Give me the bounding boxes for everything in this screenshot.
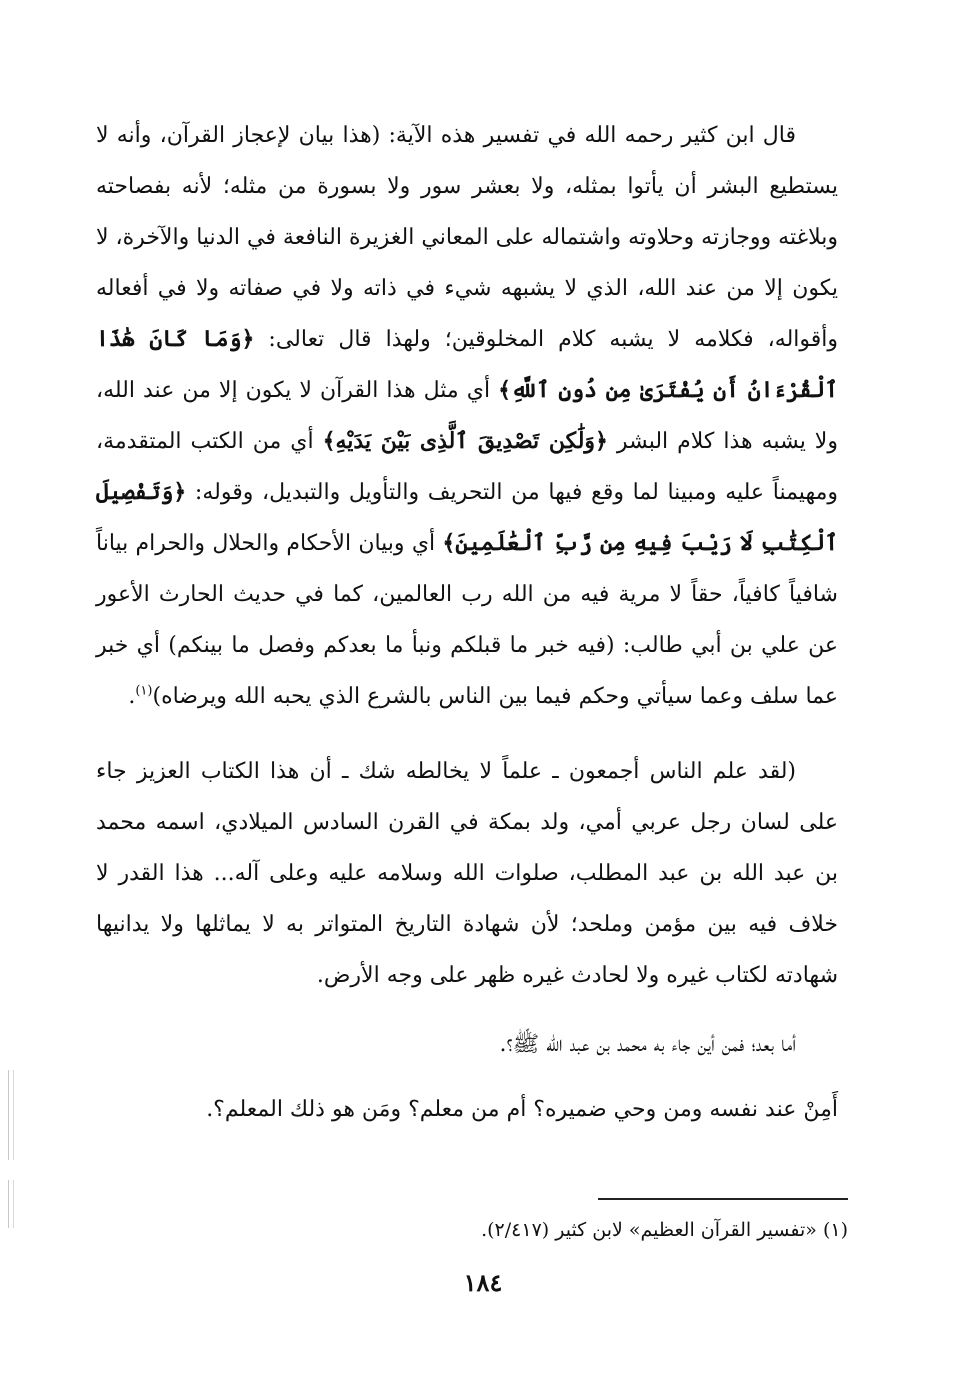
text-segment: .: [128, 684, 136, 709]
paragraph-question-1: أما بعد؛ فمن أين جاء به محمد بن عبد الله ﷺ؟.: [499, 1032, 796, 1057]
scan-edge-mark: [8, 1070, 14, 1160]
main-text: [96, 110, 838, 1135]
footnote-text: «تفسير القرآن العظيم» لابن كثير (٢/٤١٧).: [481, 1219, 817, 1241]
quran-verse-2: ﴿وَلَٰكِن تَصْدِيقَ ٱلَّذِى بَيْنَ يَدَيْهِ﴾: [322, 428, 608, 454]
text-segment: قال ابن كثير رحمه الله في تفسير هذه الآية: (هذا بيان لإعجاز القرآن، وأنه لا يستطيع البشر أن يأتوا بمثله، ولا بعشر سور ولا بسورة من مثله؛ لأنه بفصاحته وبلاغته ووجازته وحلاوته واشتماله على المعاني الغزيرة النافعة في الدنيا والآخرة، لا يكون إلا من عند الله، الذي لا يشبهه شيء في ذاته ولا في صفاته ولا في أفعاله وأقواله، فكلامه لا يشبه كلام المخلوقين؛ ولهذا قال تعالى:: [96, 123, 839, 352]
text-segment: أي من الكتب المتقدمة، ومهيمناً عليه ومبينا لما وقع فيها من التحريف والتأويل والتبديل، وقوله:: [96, 429, 838, 505]
footnote-number: (١): [822, 1219, 848, 1241]
page-number: ١٨٤: [463, 1268, 503, 1297]
text-segment: أي مثل هذا القرآن لا يكون إلا من عند الله، ولا يشبه هذا كلام البشر: [96, 378, 838, 454]
scan-edge-mark: [8, 1180, 14, 1228]
text-segment: أي وبيان الأحكام والحلال والحرام بياناً شافياً كافياً، حقاً لا مرية فيه من الله رب العالمين، كما في حديث الحارث الأعور عن علي بن أبي طالب: (فيه خبر ما قبلكم ونبأ ما بعدكم وفصل ما بينكم) أي خبر عما سلف وعما سيأتي وحكم فيما بين الناس بالشرع الذي يحبه الله ويرضاه): [96, 531, 838, 709]
quran-verse-1: ﴿وَمَا كَانَ هَٰذَا ٱلْقُرْءَانُ أَن يُفْتَرَىٰ مِن دُونِ ٱللَّهِ﴾: [96, 326, 838, 403]
paragraph-history-testimony: (لقد علم الناس أجمعون ـ علماً لا يخالطه شك ـ أن هذا الكتاب العزيز جاء على لسان رجل عربي أمي، ولد بمكة في القرن السادس الميلادي، اسمه محمد بن عبد الله بن عبد المطلب، صلوات الله وسلامه عليه وعلى آله... هذا القدر لا خلاف فيه بين مؤمن وملحد؛ لأن شهادة التاريخ المتواتر به لا يماثلها ولا يدانيها شهادته لكتاب غيره ولا لحادث غيره ظهر على وجه الأرض.: [96, 759, 838, 988]
paragraph-ibn-kathir-quote: [96, 110, 838, 722]
quran-verse-3: ﴿وَتَفْصِيلَ ٱلْكِتَٰبِ لَا رَيْبَ فِيهِ مِن رَّبِّ ٱلْعَٰلَمِينَ﴾: [96, 479, 838, 556]
footnote-reference[interactable]: (١): [135, 683, 153, 699]
footnote-divider: [598, 1198, 848, 1200]
footnote: [300, 1215, 848, 1245]
paragraph-question-2: أَمِنْ عند نفسه ومن وحي ضميره؟ أم من معلم؟ ومَن هو ذلك المعلم؟.: [206, 1097, 838, 1122]
